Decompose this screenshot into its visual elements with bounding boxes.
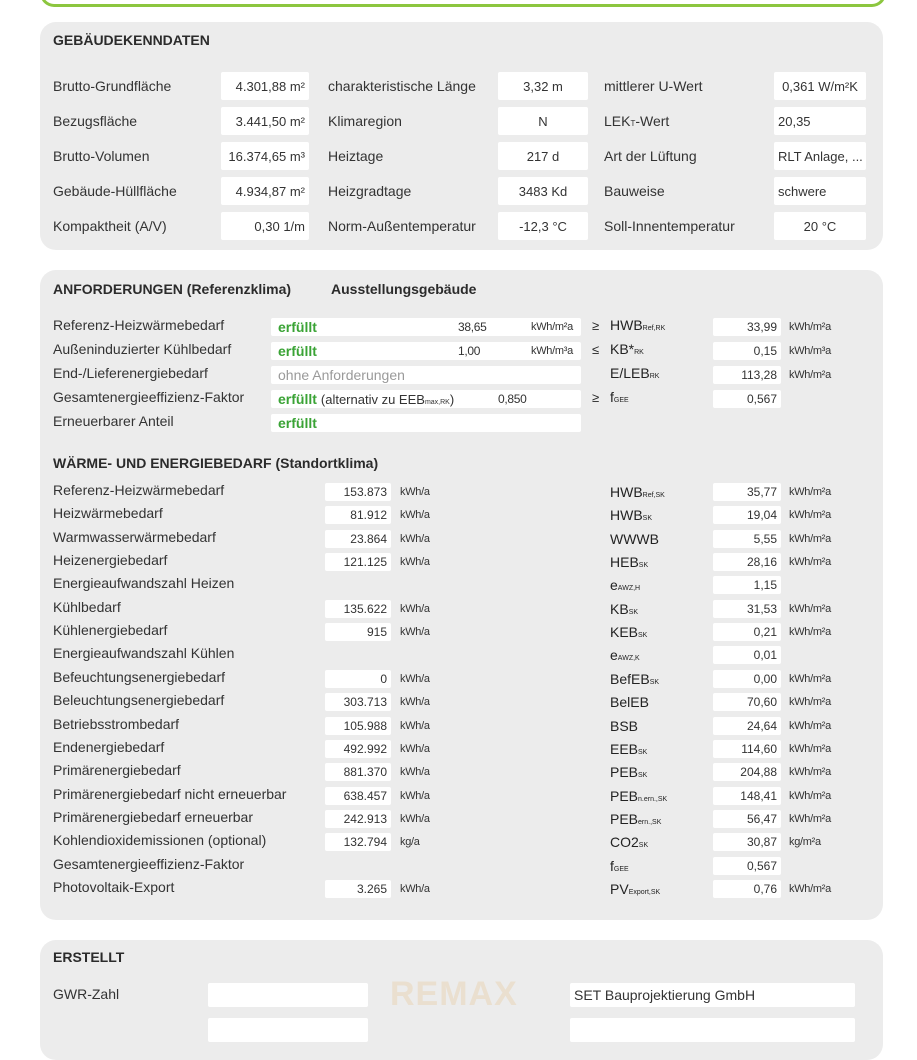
indicator-value[interactable]: 113,28: [713, 366, 781, 384]
building-label: [604, 113, 669, 129]
demand-label: Befeuchtungsenergiebedarf: [53, 669, 226, 685]
demand-label: Beleuchtungsenergiebedarf: [53, 692, 225, 708]
symbol-main: CO2: [610, 834, 639, 850]
indicator-unit: kWh/m²a: [789, 626, 831, 638]
indicator-symbol: [610, 365, 659, 381]
symbol-subscript: SK: [638, 749, 648, 756]
field-second-row-left[interactable]: [208, 1018, 368, 1042]
demand-value[interactable]: 81.912: [325, 506, 391, 524]
note-text: (alternativ zu EEB: [320, 391, 425, 407]
label-rest: -Wert: [635, 113, 670, 129]
demand-unit: kWh/a: [400, 720, 430, 732]
demand-label: Kohlendioxidemissionen (optional): [53, 832, 267, 848]
demand-label: Energieaufwandszahl Heizen: [53, 575, 235, 591]
requirements-panel: [40, 270, 883, 920]
symbol-subscript: Ref,RK: [642, 325, 666, 332]
symbol-main: EEB: [610, 741, 639, 757]
indicator-unit: kWh/m²a: [789, 603, 831, 615]
indicator-unit: kWh/m²a: [789, 556, 831, 568]
note-end: ): [449, 391, 455, 407]
requirement-value: 1,00: [458, 344, 481, 358]
symbol-subscript: SK: [638, 562, 649, 569]
symbol-subscript: SK: [638, 772, 648, 779]
building-value[interactable]: 217 d: [498, 142, 588, 170]
demand-label: Primärenergiebedarf erneuerbar: [53, 809, 253, 825]
building-label: Bauweise: [604, 183, 665, 199]
indicator-symbol: [610, 484, 665, 500]
symbol-subscript: RK: [634, 349, 644, 356]
indicator-unit: kWh/m²a: [789, 743, 831, 755]
indicator-unit: kWh/m²a: [789, 696, 831, 708]
requirement-status: erfüllt: [278, 415, 317, 431]
indicator-value[interactable]: 28,16: [713, 553, 781, 571]
demand-label: Kühlenergiebedarf: [53, 622, 168, 638]
symbol-main: e: [610, 577, 618, 593]
requirement-label: Außeninduzierter Kühlbedarf: [53, 341, 232, 357]
building-label: Kompaktheit (A/V): [53, 218, 167, 234]
symbol-subscript: n.ern.,SK: [638, 796, 668, 803]
indicator-symbol: [610, 811, 661, 827]
demand-unit: kWh/a: [400, 626, 430, 638]
requirement-unit: kWh/m³a: [531, 345, 573, 357]
watermark-logo: REMAX: [390, 975, 518, 1013]
indicator-unit: kWh/m²a: [789, 883, 831, 895]
indicator-symbol: [610, 577, 640, 593]
top-frame: [40, 0, 886, 7]
requirement-status-field[interactable]: [271, 390, 581, 408]
indicator-symbol: [610, 718, 638, 734]
building-value[interactable]: 0,361 W/m²K: [774, 72, 866, 100]
demand-value[interactable]: 121.125: [325, 553, 391, 571]
demand-value[interactable]: 0: [325, 670, 391, 688]
requirement-status: erfüllt: [278, 391, 317, 407]
indicator-symbol: [610, 858, 629, 874]
indicator-symbol: [610, 671, 659, 687]
requirement-label: Gesamtenergieeffizienz-Faktor: [53, 389, 245, 405]
demand-unit: kWh/a: [400, 603, 430, 615]
building-value[interactable]: 4.301,88 m²: [221, 72, 309, 100]
requirement-status-field[interactable]: [271, 414, 581, 432]
demand-label: Kühlbedarf: [53, 599, 121, 615]
symbol-main: KB: [610, 601, 629, 617]
building-value[interactable]: 3.441,50 m²: [221, 107, 309, 135]
indicator-symbol: [610, 881, 660, 897]
demand-label: Referenz-Heizwärmebedarf: [53, 482, 225, 498]
requirement-label: End-/Lieferenergiebedarf: [53, 365, 208, 381]
indicator-symbol: [610, 834, 648, 850]
symbol-subscript: GEE: [613, 866, 629, 873]
requirement-label: Erneuerbarer Anteil: [53, 413, 174, 429]
label-subscript: T: [630, 119, 636, 128]
building-value[interactable]: 3,32 m: [498, 72, 588, 100]
gwr-field[interactable]: [208, 983, 368, 1007]
building-label: Brutto-Volumen: [53, 148, 150, 164]
symbol-main: HWB: [610, 317, 643, 333]
comparison-operator: ≥: [592, 318, 600, 333]
indicator-symbol: [610, 317, 665, 333]
indicator-value[interactable]: 70,60: [713, 693, 781, 711]
field-second-row-right[interactable]: [570, 1018, 855, 1042]
building-value[interactable]: 0,30 1/m: [221, 212, 309, 240]
indicator-value[interactable]: 0,01: [713, 646, 781, 664]
building-label: Soll-Innentemperatur: [604, 218, 735, 234]
indicator-value[interactable]: 31,53: [713, 600, 781, 618]
demand-unit: kWh/a: [400, 556, 430, 568]
symbol-main: HWB: [610, 507, 643, 523]
requirement-status: erfüllt: [278, 319, 317, 335]
label-main: LEK: [604, 113, 631, 129]
indicator-value[interactable]: 33,99: [713, 318, 781, 336]
symbol-main: f: [610, 389, 614, 405]
indicator-value[interactable]: 0,567: [713, 857, 781, 875]
symbol-main: PEB: [610, 764, 639, 780]
indicator-unit: kWh/m²a: [789, 369, 831, 381]
requirement-status: erfüllt: [278, 343, 317, 359]
building-value[interactable]: 20,35: [774, 107, 866, 135]
indicator-value[interactable]: 19,04: [713, 506, 781, 524]
indicator-symbol: [610, 507, 652, 523]
indicator-symbol: [610, 764, 647, 780]
indicator-value[interactable]: 5,55: [713, 530, 781, 548]
gwr-label: GWR-Zahl: [53, 986, 120, 1002]
requirement-note: [321, 392, 454, 407]
indicator-symbol: [610, 788, 667, 804]
indicator-value[interactable]: 1,15: [713, 576, 781, 594]
demand-label: Energieaufwandszahl Kühlen: [53, 645, 235, 661]
demand-value[interactable]: 153.873: [325, 483, 391, 501]
demand-value[interactable]: 638.457: [325, 787, 391, 805]
indicator-unit: kWh/m²a: [789, 673, 831, 685]
demand-unit: kg/a: [400, 836, 420, 848]
demand-unit: kWh/a: [400, 883, 430, 895]
symbol-subscript: Ref,SK: [642, 492, 665, 499]
requirement-unit: kWh/m²a: [531, 321, 573, 333]
indicator-value[interactable]: 24,64: [713, 717, 781, 735]
building-label: Heiztage: [328, 148, 384, 164]
indicator-value[interactable]: 30,87: [713, 833, 781, 851]
building-label: Brutto-Grundfläche: [53, 78, 172, 94]
symbol-main: PEB: [610, 788, 639, 804]
note-subscript: max,RK: [424, 398, 450, 406]
building-value[interactable]: 16.374,65 m³: [221, 142, 309, 170]
demand-value[interactable]: 132.794: [325, 833, 391, 851]
demand-value[interactable]: 303.713: [325, 693, 391, 711]
indicator-symbol: [610, 554, 648, 570]
demand-unit: kWh/a: [400, 486, 430, 498]
requirements-title: ANFORDERUNGEN (Referenzklima): [53, 281, 292, 297]
comparison-operator: ≤: [592, 342, 600, 357]
symbol-subscript: SK: [638, 632, 648, 639]
demand-label: Heizwärmebedarf: [53, 505, 163, 521]
symbol-main: KB*: [610, 341, 635, 357]
symbol-main: HEB: [610, 554, 639, 570]
indicator-unit: kWh/m²a: [789, 509, 831, 521]
symbol-main: PV: [610, 881, 629, 897]
building-value[interactable]: -12,3 °C: [498, 212, 588, 240]
building-data-title: GEBÄUDEKENNDATEN: [53, 32, 210, 48]
building-value[interactable]: 3483 Kd: [498, 177, 588, 205]
company-field[interactable]: SET Bauprojektierung GmbH: [570, 983, 855, 1007]
indicator-symbol: [610, 531, 659, 547]
indicator-unit: kWh/m³a: [789, 345, 831, 357]
symbol-subscript: AWZ,H: [617, 585, 641, 592]
indicator-symbol: [610, 647, 640, 663]
indicator-value[interactable]: 0,567: [713, 390, 781, 408]
demand-value[interactable]: 105.988: [325, 717, 391, 735]
energy-demand-title: WÄRME- UND ENERGIEBEDARF (Standortklima): [53, 455, 379, 471]
requirements-subtitle: Ausstellungsgebäude: [331, 281, 477, 297]
symbol-main: BSB: [610, 718, 639, 734]
symbol-main: BelEB: [610, 694, 649, 710]
building-label: Klimaregion: [328, 113, 402, 129]
demand-value[interactable]: 915: [325, 623, 391, 641]
demand-label: Heizenergiebedarf: [53, 552, 168, 568]
indicator-value[interactable]: 56,47: [713, 810, 781, 828]
demand-value[interactable]: 492.992: [325, 740, 391, 758]
symbol-subscript: GEE: [613, 397, 629, 404]
demand-label: Primärenergiebedarf nicht erneuerbar: [53, 786, 287, 802]
building-label: charakteristische Länge: [328, 78, 476, 94]
building-value[interactable]: 20 °C: [774, 212, 866, 240]
indicator-value[interactable]: 0,21: [713, 623, 781, 641]
demand-unit: kWh/a: [400, 696, 430, 708]
building-value[interactable]: RLT Anlage, ...: [774, 142, 866, 170]
demand-value[interactable]: 135.622: [325, 600, 391, 618]
indicator-unit: kWh/m²a: [789, 790, 831, 802]
demand-value[interactable]: 23.864: [325, 530, 391, 548]
demand-unit: kWh/a: [400, 533, 430, 545]
symbol-main: f: [610, 858, 614, 874]
indicator-symbol: [610, 341, 644, 357]
symbol-main: E/LEB: [610, 365, 650, 381]
indicator-value[interactable]: 114,60: [713, 740, 781, 758]
demand-label: Endenergiebedarf: [53, 739, 165, 755]
symbol-subscript: ern.,SK: [638, 819, 662, 826]
demand-value[interactable]: 3.265: [325, 880, 391, 898]
indicator-symbol: [610, 694, 649, 710]
requirement-value: 38,65: [458, 320, 487, 334]
building-label: Norm-Außentemperatur: [328, 218, 476, 234]
building-label: Art der Lüftung: [604, 148, 697, 164]
demand-value[interactable]: 242.913: [325, 810, 391, 828]
indicator-value[interactable]: 0,00: [713, 670, 781, 688]
indicator-value[interactable]: 148,41: [713, 787, 781, 805]
building-label: mittlerer U-Wert: [604, 78, 703, 94]
requirement-label: Referenz-Heizwärmebedarf: [53, 317, 225, 333]
demand-unit: kWh/a: [400, 743, 430, 755]
symbol-subscript: SK: [649, 679, 660, 686]
demand-label: Warmwasserwärmebedarf: [53, 529, 216, 545]
indicator-unit: kWh/m²a: [789, 720, 831, 732]
demand-unit: kWh/a: [400, 509, 430, 521]
symbol-subscript: Export,SK: [628, 889, 661, 896]
symbol-subscript: RK: [649, 373, 660, 380]
indicator-unit: kWh/m²a: [789, 813, 831, 825]
demand-unit: kWh/a: [400, 766, 430, 778]
symbol-main: HWB: [610, 484, 643, 500]
indicator-symbol: [610, 741, 647, 757]
demand-unit: kWh/a: [400, 673, 430, 685]
demand-unit: kWh/a: [400, 813, 430, 825]
building-data-panel: [40, 22, 883, 250]
symbol-main: BefEB: [610, 671, 650, 687]
indicator-unit: kg/m²a: [789, 836, 821, 848]
building-label: Bezugsfläche: [53, 113, 138, 129]
requirement-status: ohne Anforderungen: [278, 367, 405, 383]
indicator-value[interactable]: 35,77: [713, 483, 781, 501]
symbol-main: e: [610, 647, 618, 663]
indicator-value[interactable]: 0,15: [713, 342, 781, 360]
demand-value[interactable]: 881.370: [325, 763, 391, 781]
building-value[interactable]: N: [498, 107, 588, 135]
indicator-unit: kWh/m²a: [789, 321, 831, 333]
demand-label: Gesamtenergieeffizienz-Faktor: [53, 856, 245, 872]
symbol-main: WWWB: [610, 531, 659, 547]
indicator-unit: kWh/m²a: [789, 486, 831, 498]
symbol-main: PEB: [610, 811, 639, 827]
symbol-subscript: AWZ,K: [617, 655, 640, 662]
indicator-unit: kWh/m²a: [789, 533, 831, 545]
building-label: Gebäude-Hüllfläche: [53, 183, 177, 199]
comparison-operator: ≥: [592, 390, 600, 405]
building-value[interactable]: schwere: [774, 177, 866, 205]
indicator-symbol: [610, 389, 629, 405]
demand-label: Primärenergiebedarf: [53, 762, 181, 778]
demand-unit: kWh/a: [400, 790, 430, 802]
indicator-symbol: [610, 624, 647, 640]
symbol-main: KEB: [610, 624, 639, 640]
building-value[interactable]: 4.934,87 m²: [221, 177, 309, 205]
requirement-value: 0,850: [498, 392, 527, 406]
indicator-value[interactable]: 204,88: [713, 763, 781, 781]
indicator-value[interactable]: 0,76: [713, 880, 781, 898]
building-label: Heizgradtage: [328, 183, 412, 199]
requirement-status-field[interactable]: [271, 366, 581, 384]
indicator-symbol: [610, 601, 638, 617]
created-title: ERSTELLT: [53, 949, 125, 965]
symbol-subscript: SK: [638, 842, 649, 849]
demand-label: Betriebsstrombedarf: [53, 716, 180, 732]
symbol-subscript: SK: [642, 515, 653, 522]
demand-label: Photovoltaik-Export: [53, 879, 175, 895]
symbol-subscript: SK: [628, 609, 639, 616]
indicator-unit: kWh/m²a: [789, 766, 831, 778]
